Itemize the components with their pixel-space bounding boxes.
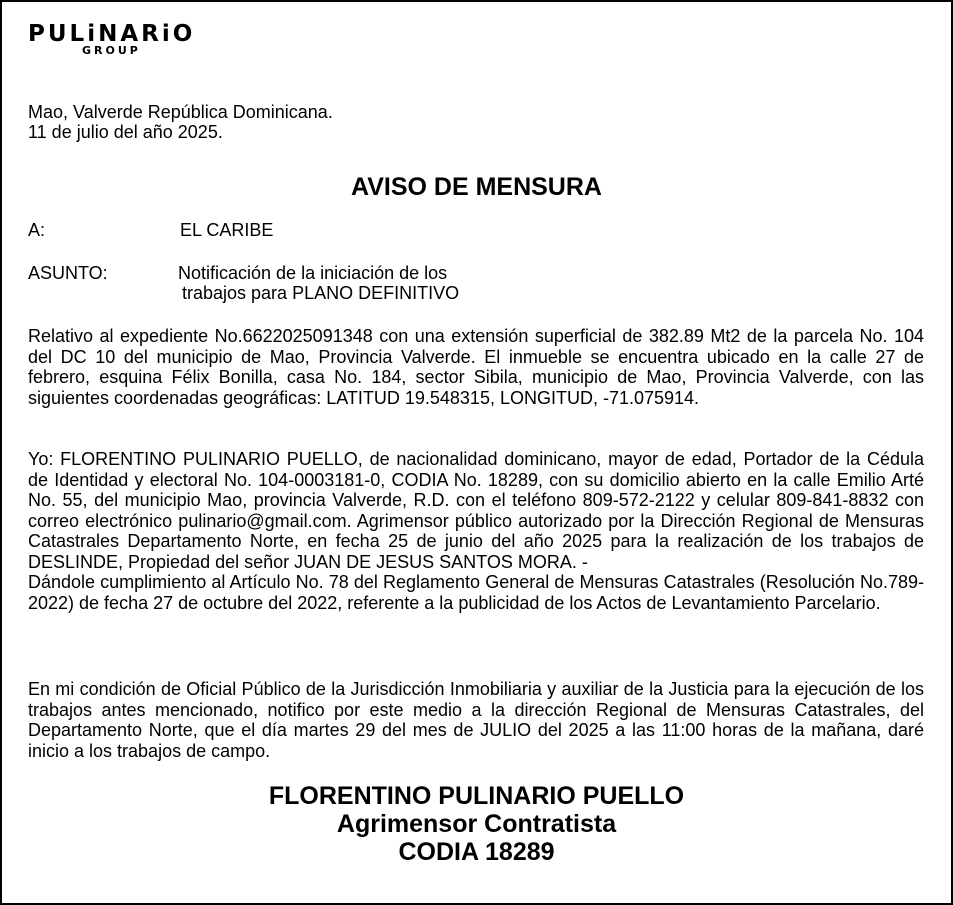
notice-title: AVISO DE MENSURA <box>351 173 602 201</box>
paragraph-compliance-text: Dándole cumplimiento al Artículo No. 78 del Reglamento General de Mensuras Catastrales (Resolución No.789-2022) de fecha 27 de octubre del 2022, referente a la publicidad de los Actos de Levantamiento Parcelario. <box>28 572 924 613</box>
logo-name: PULiNARiO <box>28 21 196 47</box>
date-block <box>28 102 333 142</box>
place-line: Mao, Valverde República Dominicana. <box>28 102 333 122</box>
subject-label: ASUNTO: <box>28 263 108 283</box>
recipient-label: A: <box>28 220 46 240</box>
signature-name: FLORENTINO PULINARIO PUELLO <box>268 782 685 810</box>
company-logo <box>28 22 238 62</box>
recipient-value: EL CARIBE <box>180 220 274 240</box>
paragraph-expediente: Relativo al expediente No.6622025091348 con una extensión superficial de 382.89 Mt2 de la parcela No. 104 del DC 10 del municipio de Mao, Provincia Valverde. El inmueble se encuentra ubicado en la calle 27 de febrero, esquina Félix Bonilla, casa No. 184, sector Sibila, municipio de Mao, Provincia Valverde, con las siguientes coordenadas geográficas: LATITUD 19.548315, LONGITUD, -71.075914. <box>28 326 924 408</box>
signature-codia: CODIA 18289 <box>398 838 555 866</box>
logo-sub: GROUP <box>82 44 141 57</box>
subject-line-1: Notificación de la iniciación de los <box>178 263 448 283</box>
paragraph-identity-text: Yo: FLORENTINO PULINARIO PUELLO, de nacionalidad dominicano, mayor de edad, Portador de la Cédula de Identidad y electoral No. 104-0003181-0, CODIA No. 18289, con su domicilio abierto en la calle Emilio Arté No. 55, del municipio Mao, provincia Valverde, R.D. con el teléfono 809-572-2122 y celular 809-841-8832 con correo electrónico pulinario@gmail.com. Agrimensor público autorizado por la Dirección Regional de Mensuras Catastrales Departamento Norte, en fecha 25 de junio del año 2025 para la realización de los trabajos de DESLINDE, Propiedad del señor JUAN DE JESUS SANTOS MORA. - <box>28 449 924 572</box>
date-line: 11 de julio del año 2025. <box>28 122 223 142</box>
paragraph-identity <box>28 449 924 613</box>
paragraph-notification: En mi condición de Oficial Público de la Jurisdicción Inmobiliaria y auxiliar de la Justicia para la ejecución de los trabajos antes mencionado, notifico por este medio a la dirección Regional de Mensuras Catastrales, del Departamento Norte, que el día martes 29 del mes de JULIO del 2025 a las 11:00 horas de la mañana, daré inicio a los trabajos de campo. <box>28 679 924 761</box>
signature-role: Agrimensor Contratista <box>336 810 617 838</box>
subject-line-2: trabajos para PLANO DEFINITIVO <box>182 283 460 303</box>
signature-block <box>2 782 951 866</box>
